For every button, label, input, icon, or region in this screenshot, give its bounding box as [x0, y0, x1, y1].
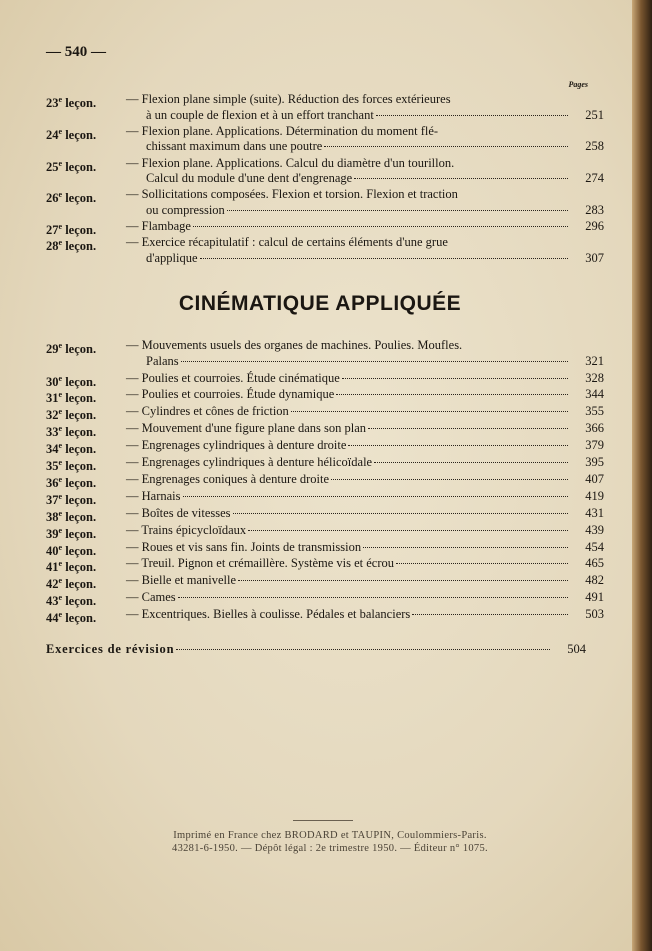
entry-line [126, 338, 604, 354]
imprint-line: Imprimé en France chez BRODARD et TAUPIN, Coulommiers-Paris. [173, 830, 487, 841]
leader-dots [336, 394, 568, 395]
leader-dots [354, 178, 568, 179]
entry-page-number: 321 [585, 353, 604, 368]
entry-line [126, 523, 604, 539]
lesson-number: 28e leçon. [46, 238, 97, 254]
lesson-number: 31e leçon. [46, 390, 97, 406]
leader-dots [376, 115, 568, 116]
leader-dots [248, 530, 568, 531]
lesson-number: 38e leçon. [46, 508, 97, 524]
lesson-number: 27e leçon. [46, 222, 97, 238]
entry-line [126, 573, 604, 589]
lesson-number: 44e leçon. [46, 610, 97, 626]
entry-page-number: 395 [585, 455, 604, 469]
revision-page-number: 504 [567, 642, 586, 656]
entry-line [126, 251, 604, 267]
leader-dots [227, 210, 568, 211]
entry-title: — Treuil. Pignon et crémaillère. Système vis et écrou [126, 556, 395, 571]
leader-dots [348, 445, 568, 446]
entry-line [126, 540, 604, 556]
lesson-number: 39e leçon. [46, 525, 97, 541]
leader-dots [396, 563, 568, 564]
entry-line [126, 187, 604, 203]
entry-page-number: 274 [585, 171, 604, 186]
leader-dots [183, 496, 569, 497]
leader-dots [324, 146, 568, 147]
entry-line [126, 387, 604, 403]
leader-dots [342, 378, 568, 379]
entry-line [126, 124, 604, 140]
leader-dots [363, 547, 568, 548]
entry-title: — Cames [126, 590, 176, 605]
lesson-number: 40e leçon. [46, 542, 97, 558]
leader-dots [238, 580, 568, 581]
entry-page-number: 465 [585, 556, 604, 571]
entry-page-number: 454 [585, 539, 604, 554]
entry-title: — Trains épicycloïdaux [126, 522, 247, 537]
entry-title: — Flambage [126, 219, 191, 234]
entry-page-number: 482 [585, 573, 604, 588]
entry-title: — Sollicitations composées. Flexion et torsion. Flexion et traction [126, 187, 458, 202]
entry-title: — Engrenages cylindriques à denture droite [126, 438, 347, 453]
lesson-number: 42e leçon. [46, 576, 97, 592]
entry-line [126, 354, 604, 370]
leader-dots [412, 614, 568, 615]
entry-title: à un couple de flexion et à un effort tranchant [146, 107, 374, 122]
lesson-number: 26e leçon. [46, 190, 97, 206]
entry-page-number: 328 [585, 370, 604, 385]
entry-line [126, 455, 604, 471]
lesson-number: 34e leçon. [46, 441, 97, 457]
entry-title: Calcul du module d'une dent d'engrenage [146, 171, 353, 186]
lesson-number: 29e leçon. [46, 341, 97, 357]
entry-title: — Flexion plane. Applications. Calcul du diamètre d'un tourillon. [126, 155, 455, 170]
entry-title: — Mouvement d'une figure plane dans son plan [126, 421, 367, 436]
leader-dots [178, 597, 568, 598]
entry-page-number: 251 [585, 107, 604, 122]
lesson-number: 35e leçon. [46, 458, 97, 474]
leader-dots [331, 479, 568, 480]
entry-line [126, 203, 604, 219]
imprint-line: 43281-6-1950. — Dépôt légal : 2e trimestre 1950. — Éditeur n° 1075. [172, 843, 488, 854]
lesson-number: 30e leçon. [46, 373, 97, 389]
pages-column-label: Pages [568, 80, 588, 89]
entry-line [126, 438, 604, 454]
page-number: — 540 — [46, 44, 106, 60]
leader-dots [368, 428, 568, 429]
section-title: CINÉMATIQUE APPLIQUÉE [178, 292, 462, 315]
entry-line [126, 139, 604, 155]
entry-title: — Excentriques. Bielles à coulisse. Pédales et balanciers [126, 607, 411, 622]
entry-page-number: 491 [585, 590, 604, 605]
toc-revision-entry [46, 642, 586, 657]
entry-title: — Cylindres et cônes de friction [126, 404, 289, 419]
entry-title: — Flexion plane. Applications. Détermination du moment flé- [126, 123, 439, 138]
entry-title: — Engrenages coniques à denture droite [126, 471, 330, 486]
entry-title: — Boîtes de vitesses [126, 505, 231, 520]
entry-line [126, 404, 604, 420]
entry-page-number: 355 [585, 404, 604, 419]
entry-line [126, 235, 604, 251]
leader-dots [193, 226, 568, 227]
entry-title: d'applique [146, 250, 198, 265]
entry-page-number: 503 [585, 607, 604, 622]
entry-page-number: 296 [585, 219, 604, 234]
page-edge-shadow [632, 0, 652, 951]
entry-title: — Engrenages cylindriques à denture hélicoïdale [126, 455, 373, 469]
lesson-number: 41e leçon. [46, 559, 97, 575]
leader-dots [176, 649, 550, 650]
entry-line [126, 219, 604, 235]
entry-title: — Poulies et courroies. Étude dynamique [126, 387, 335, 402]
entry-line [126, 556, 604, 572]
entry-page-number: 439 [585, 522, 604, 537]
entry-page-number: 283 [585, 202, 604, 217]
entry-title: — Poulies et courroies. Étude cinématique [126, 370, 340, 385]
leader-dots [291, 411, 568, 412]
entry-line [126, 472, 604, 488]
lesson-number: 43e leçon. [46, 593, 97, 609]
entry-page-number: 307 [585, 250, 604, 265]
entry-page-number: 379 [585, 438, 604, 453]
entry-title: — Harnais [126, 488, 181, 503]
lesson-number: 37e leçon. [46, 491, 97, 507]
leader-dots [200, 258, 568, 259]
entry-page-number: 419 [585, 488, 604, 503]
lesson-number: 33e leçon. [46, 424, 97, 440]
leader-dots [374, 462, 568, 463]
lesson-number: 25e leçon. [46, 158, 97, 174]
entry-line [126, 607, 604, 623]
revision-label: Exercices de révision [46, 642, 175, 656]
entry-page-number: 431 [585, 505, 604, 520]
entry-line [126, 421, 604, 437]
entry-line [126, 506, 604, 522]
entry-line [126, 171, 604, 187]
entry-page-number: 407 [585, 471, 604, 486]
imprint-rule [293, 820, 353, 821]
lesson-number: 23e leçon. [46, 95, 97, 111]
entry-title: — Exercice récapitulatif : calcul de certains éléments d'une grue [126, 235, 448, 250]
entry-line [126, 108, 604, 124]
entry-title: — Mouvements usuels des organes de machines. Poulies. Moufles. [126, 338, 463, 352]
printer-imprint [100, 829, 560, 855]
entry-page-number: 344 [585, 387, 604, 402]
entry-line [126, 590, 604, 606]
entry-line [126, 92, 604, 108]
lesson-number: 24e leçon. [46, 126, 97, 142]
entry-title: — Bielle et manivelle [126, 573, 237, 588]
lesson-number: 36e leçon. [46, 474, 97, 491]
entry-page-number: 258 [585, 139, 604, 154]
entry-title: chissant maximum dans une poutre [146, 139, 323, 154]
leader-dots [233, 513, 568, 514]
entry-line [126, 156, 604, 172]
entry-title: — Flexion plane simple (suite). Réduction des forces extérieures [126, 92, 451, 106]
entry-title: ou compression [146, 202, 225, 217]
entry-page-number: 366 [585, 421, 604, 436]
lesson-number: 32e leçon. [46, 407, 97, 423]
entry-line [126, 371, 604, 387]
entry-line [126, 489, 604, 505]
entry-title: Palans [146, 353, 179, 368]
leader-dots [181, 361, 568, 362]
entry-title: — Roues et vis sans fin. Joints de transmission [126, 539, 362, 554]
